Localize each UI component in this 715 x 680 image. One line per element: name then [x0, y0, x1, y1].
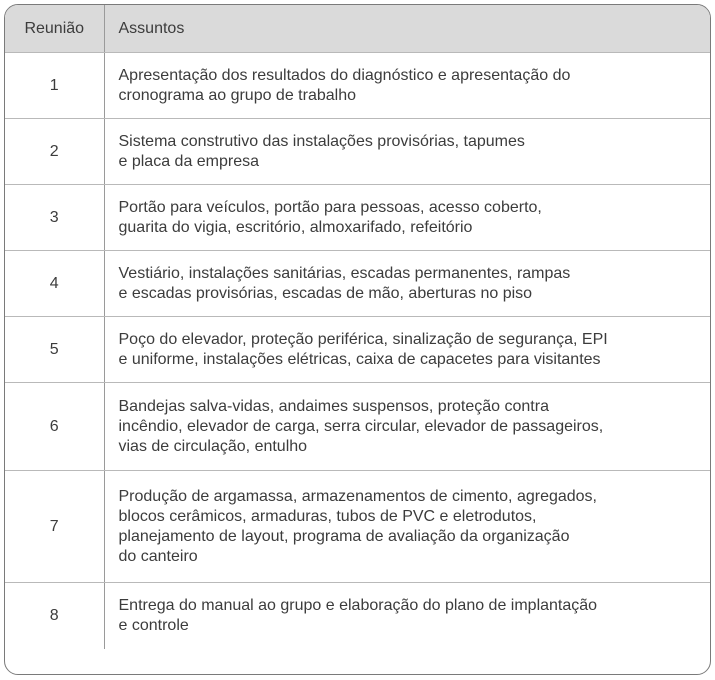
- subject-line: Entrega do manual ao grupo e elaboração do plano de implantação: [118, 596, 598, 614]
- subject-line: planejamento de layout, programa de avaliação da organização: [118, 527, 570, 545]
- subject-line: e controle: [118, 616, 189, 634]
- table-row: [5, 185, 710, 251]
- table-row: [5, 471, 710, 583]
- subject-line: guarita do vigia, escritório, almoxarifado, refeitório: [118, 218, 473, 236]
- table-row: [5, 53, 710, 119]
- meeting-number: 3: [5, 185, 104, 251]
- table-row: [5, 251, 710, 317]
- table-row: [5, 383, 710, 471]
- subject-line: Poço do elevador, proteção periférica, sinalização de segurança, EPI: [118, 330, 608, 348]
- meeting-subjects: [104, 471, 710, 583]
- subject-line: Vestiário, instalações sanitárias, escadas permanentes, rampas: [118, 264, 571, 282]
- meeting-number: 7: [5, 471, 104, 583]
- header-reuniao: Reunião: [5, 5, 104, 53]
- meetings-table-container: [4, 4, 711, 675]
- subject-line: e escadas provisórias, escadas de mão, aberturas no piso: [118, 284, 533, 302]
- meeting-subjects: [104, 317, 710, 383]
- table-header-row: [5, 5, 710, 53]
- subject-line: do canteiro: [118, 547, 198, 565]
- meeting-number: 1: [5, 53, 104, 119]
- meeting-number: 6: [5, 383, 104, 471]
- subject-line: blocos cerâmicos, armaduras, tubos de PVC e eletrodutos,: [118, 507, 537, 525]
- meeting-number: 2: [5, 119, 104, 185]
- meeting-number: 5: [5, 317, 104, 383]
- table-row: [5, 119, 710, 185]
- meeting-subjects: [104, 583, 710, 649]
- meeting-subjects: [104, 53, 710, 119]
- subject-line: Sistema construtivo das instalações provisórias, tapumes: [118, 132, 525, 150]
- subject-line: Portão para veículos, portão para pessoas, acesso coberto,: [118, 198, 542, 216]
- meeting-subjects: [104, 251, 710, 317]
- meetings-table: [5, 5, 710, 649]
- subject-line: vias de circulação, entulho: [118, 437, 308, 455]
- table-row: [5, 317, 710, 383]
- header-assuntos: Assuntos: [104, 5, 710, 53]
- meeting-number: 8: [5, 583, 104, 649]
- subject-line: Produção de argamassa, armazenamentos de cimento, agregados,: [118, 487, 597, 505]
- subject-line: Apresentação dos resultados do diagnóstico e apresentação do: [118, 66, 571, 84]
- subject-line: cronograma ao grupo de trabalho: [118, 86, 356, 104]
- subject-line: e uniforme, instalações elétricas, caixa de capacetes para visitantes: [118, 350, 601, 368]
- subject-line: Bandejas salva-vidas, andaimes suspensos, proteção contra: [118, 397, 549, 415]
- table-row: [5, 583, 710, 649]
- meeting-number: 4: [5, 251, 104, 317]
- subject-line: incêndio, elevador de carga, serra circular, elevador de passageiros,: [118, 417, 604, 435]
- meeting-subjects: [104, 383, 710, 471]
- subject-line: e placa da empresa: [118, 152, 260, 170]
- meeting-subjects: [104, 185, 710, 251]
- meeting-subjects: [104, 119, 710, 185]
